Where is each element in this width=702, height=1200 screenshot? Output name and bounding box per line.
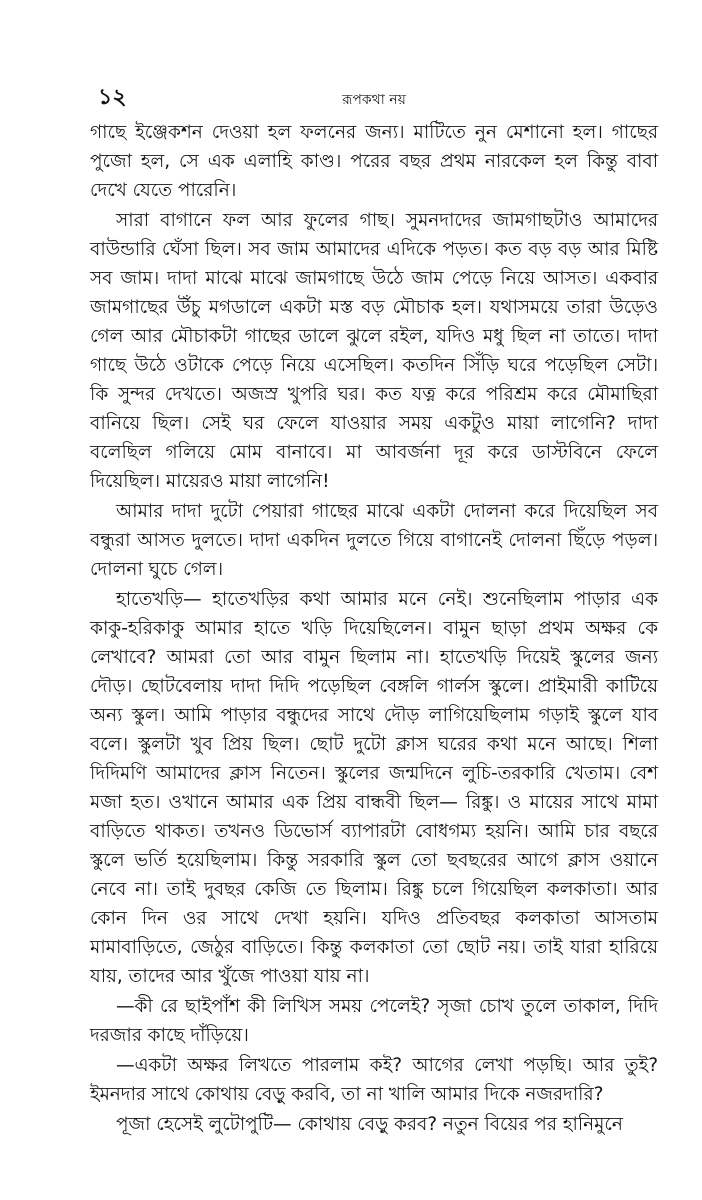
paragraph: গাছে ইঞ্জেকশন দেওয়া হল ফলনের জন্য। মাটিতে নুন মেশানো হল। গাছের পুজো হল, সে এক এলাহি কাণ্ড। পরের বছর প্রথম নারকেল হল কিন্তু বাবা দেখে যেতে পারেনি। (90, 122, 658, 201)
body-text (90, 118, 658, 1139)
page-number: ১২ (98, 85, 127, 110)
dialogue-paragraph: —কী রে ছাইপাঁশ কী লিখিস সময় পেলেই? সৃজা চোখ তুলে তাকাল, দিদি দরজার কাছে দাঁড়িয়ে। (90, 996, 658, 1046)
dialogue-paragraph: —একটা অক্ষর লিখতে পারলাম কই? আগের লেখা পড়ছি। আর তুই? ইমনদার সাথে কোথায় বেড়ু করবি, তা না খালি আমার দিকে নজরদারি? (90, 1055, 658, 1105)
page-header (90, 0, 658, 118)
paragraph: হাতেখড়ি— হাতেখড়ির কথা আমার মনে নেই। শুনেছিলাম পাড়ার এক কাকু-হরিকাকু আমার হাতে খড়ি দিয়েছিলেন। বামুন ছাড়া প্রথম অক্ষর কে লেখাবে? আমরা তো আর বামুন ছিলাম না। হাতেখড়ি দিয়েই স্কুলের জন্য দৌড়। ছোটবেলায় দাদা দিদি পড়েছিল বেঙ্গলি গার্লস স্কুলে। প্রাইমারী কাটিয়ে অন্য স্কুল। আমি পাড়ার বন্ধুদের সাথে দৌড় লাগিয়েছিলাম গড়াই স্কুলে যাব বলে। স্কুলটা খুব প্রিয় ছিল। ছোট দুটো ক্লাস ঘরের কথা মনে আছে। শিলা দিদিমণি আমাদের ক্লাস নিতেন। স্কুলের জন্মদিনে লুচি-তরকারি খেতাম। বেশ মজা হত। ওখানে আমার এক প্রিয় বান্ধবী ছিল— রিঙ্কু। ও মায়ের সাথে মামা বাড়িতে থাকত। তখনও ডিভোর্স ব্যাপারটা বোধগম্য হয়নি। আমি চার বছরে স্কুলে ভর্তি হয়েছিলাম। কিন্তু সরকারি স্কুল তো ছবছরের আগে ক্লাস ওয়ানে নেবে না। তাই দুবছর কেজি তে ছিলাম। রিঙ্কু চলে গিয়েছিল কলকাতা। আর কোন দিন ওর সাথে দেখা হয়নি। যদিও প্রতিবছর কলকাতা আসতাম মামাবাড়িতে, জেঠুর বাড়িতে। কিন্তু কলকাতা তো ছোট নয়। তাই যারা হারিয়ে যায়, তাদের আর খুঁজে পাওয়া যায় না। (90, 589, 658, 987)
paragraph: পূজা হেসেই লুটোপুটি— কোথায় বেড়ু করব? নতুন বিয়ের পর হানিমুনে (116, 1114, 623, 1135)
running-title: রূপকথা নয় (342, 92, 406, 108)
paragraph: সারা বাগানে ফল আর ফুলের গাছ। সুমনদাদের জামগাছটাও আমাদের বাউন্ডারি ঘেঁসা ছিল। সব জাম আমাদের এদিকে পড়ত। কত বড় বড় আর মিষ্টি সব জাম। দাদা মাঝে মাঝে জামগাছে উঠে জাম পেড়ে নিয়ে আসত। একবার জামগাছের উঁচু মগডালে একটা মস্ত বড় মৌচাক হল। যথাসময়ে তারা উড়েও গেল আর মৌচাকটা গাছের ডালে ঝুলে রইল, যদিও মধু ছিল না তাতে। দাদা গাছে উঠে ওটাকে পেড়ে নিয়ে এসেছিল। কতদিন সিঁড়ি ঘরে পড়েছিল সেটা। কি সুন্দর দেখতে। অজস্র খুপরি ঘর। কত যত্ন করে পরিশ্রম করে মৌমাছিরা বানিয়ে ছিল। সেই ঘর ফেলে যাওয়ার সময় একটুও মায়া লাগেনি? দাদা বলেছিল গলিয়ে মোম বানাবে। মা আবর্জনা দূর করে ডাস্টবিনে ফেলে দিয়েছিল। মায়েরও মায়া লাগেনি! (90, 210, 658, 492)
paragraph: আমার দাদা দুটো পেয়ারা গাছের মাঝে একটা দোলনা করে দিয়েছিল সব বন্ধুরা আসত দুলতে। দাদা একদিন দুলতে গিয়ে বাগানেই দোলনা ছিঁড়ে পড়ল। দোলনা ঘুচে গেল। (90, 501, 658, 580)
